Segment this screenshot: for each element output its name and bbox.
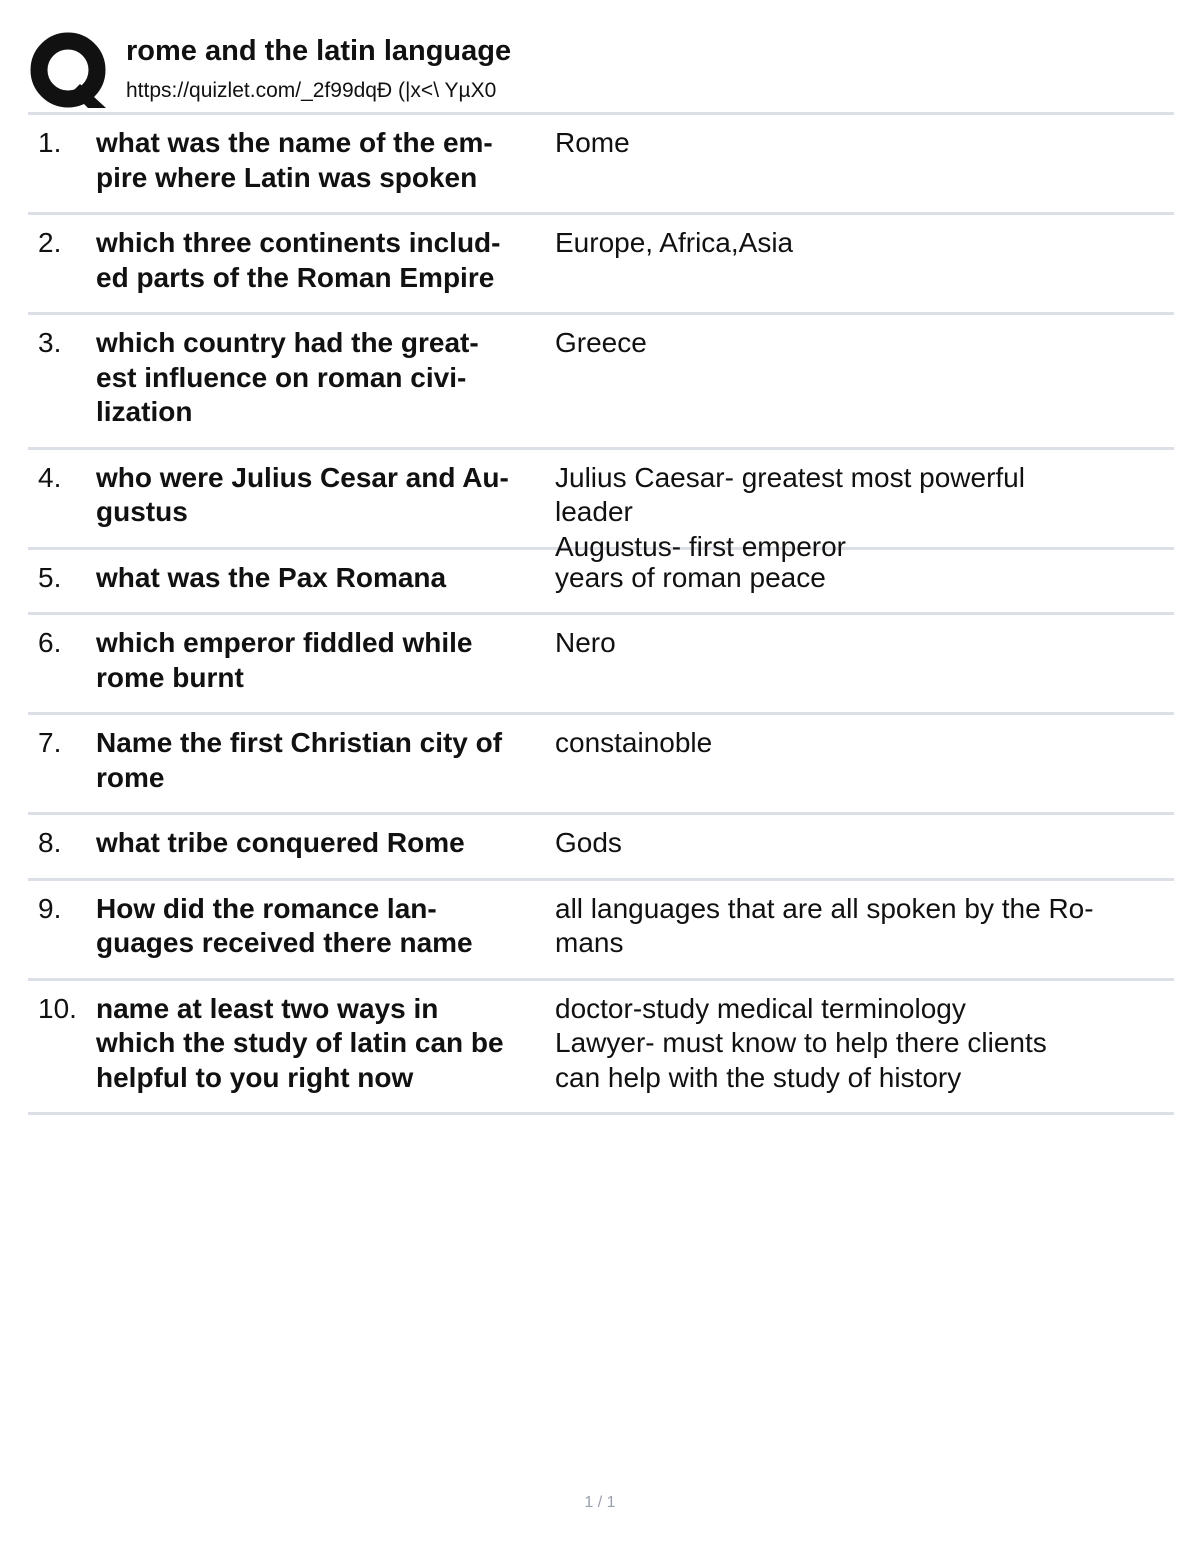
card-term: which emperor fiddled while rome burnt <box>96 627 473 693</box>
card-definition: all languages that are all spoken by the Ro- mans <box>555 892 1094 958</box>
page-number: 1 / 1 <box>584 1494 616 1511</box>
flashcard-row <box>28 115 1174 215</box>
flashcard-row <box>28 450 1174 562</box>
card-number: 5. <box>38 561 62 593</box>
card-number: 8. <box>38 827 62 858</box>
flashcard-row <box>28 315 1174 450</box>
card-term: who were Julius Cesar and Au- gustus <box>96 461 509 527</box>
card-definition: Rome <box>555 127 630 158</box>
flashcard-list <box>28 115 1174 1115</box>
card-term: what tribe conquered Rome <box>96 827 465 858</box>
flashcard-row <box>28 715 1174 815</box>
card-term: which country had the great- est influence on roman civi- lization <box>96 327 479 427</box>
card-definition: doctor-study medical terminology Lawyer- must know to help there clients can help with the study of history <box>555 992 1047 1093</box>
card-number: 1. <box>38 127 62 158</box>
card-definition: Europe, Africa,Asia <box>555 227 794 258</box>
card-definition: Julius Caesar- greatest most powerful leader Augustus- first emperor <box>555 461 1025 562</box>
card-definition: years of roman peace <box>555 561 826 593</box>
flashcard-row <box>28 215 1174 315</box>
flashcard-row <box>28 881 1174 981</box>
card-number: 4. <box>38 461 62 493</box>
card-term: How did the romance lan- guages received there name <box>96 892 473 958</box>
card-number: 2. <box>38 227 62 258</box>
card-number: 3. <box>38 327 62 358</box>
set-title: rome and the latin language <box>126 35 512 67</box>
card-definition: Gods <box>555 827 622 858</box>
card-number: 6. <box>38 627 62 658</box>
card-definition: constainoble <box>555 727 713 758</box>
set-url: https://quizlet.com/_2f99dqÐ (|x<\ YµX0 <box>126 79 497 102</box>
flashcard-row <box>28 615 1174 715</box>
flashcard-row <box>28 981 1174 1116</box>
card-number: 9. <box>38 892 62 924</box>
page-header <box>28 28 1174 112</box>
quizlet-logo-icon <box>30 32 108 110</box>
flashcard-row <box>28 815 1174 881</box>
card-number: 7. <box>38 727 62 758</box>
card-term: Name the first Christian city of rome <box>96 727 503 793</box>
card-term: what was the Pax Romana <box>96 561 447 593</box>
card-number: 10. <box>38 992 77 1024</box>
card-definition: Greece <box>555 327 647 358</box>
card-term: name at least two ways in which the study of latin can be helpful to you right now <box>96 992 504 1093</box>
card-term: which three continents includ- ed parts of the Roman Empire <box>96 227 501 293</box>
card-definition: Nero <box>555 627 616 658</box>
flashcard-row <box>28 550 1174 616</box>
card-term: what was the name of the em- pire where Latin was spoken <box>96 127 493 193</box>
